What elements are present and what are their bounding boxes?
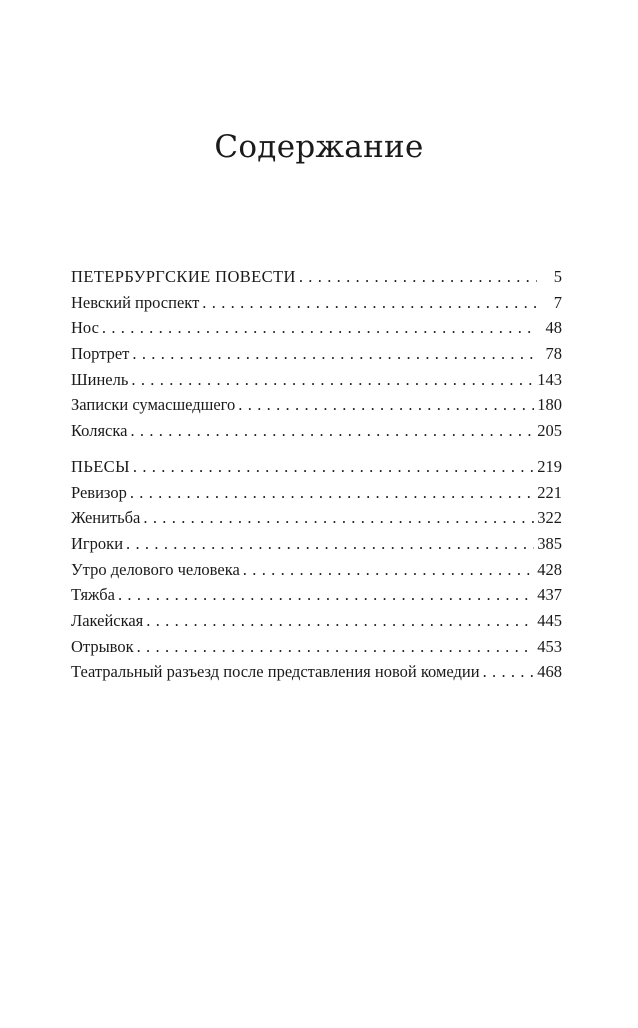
toc-page-number: 468 (537, 662, 562, 682)
toc-section (71, 454, 562, 685)
toc-section (71, 264, 562, 444)
toc-entry-title: Лакейская (71, 610, 144, 630)
toc-entry (71, 418, 562, 444)
toc-entry (71, 634, 562, 660)
table-of-contents (71, 264, 562, 685)
toc-page-number: 453 (537, 636, 562, 656)
toc-entry (71, 367, 562, 393)
toc-page-number: 219 (537, 456, 562, 476)
toc-section-heading (71, 454, 562, 480)
toc-page-number: 78 (545, 344, 562, 364)
toc-entry (71, 505, 562, 531)
toc-entry (71, 659, 562, 685)
toc-entry-title: Женитьба (71, 508, 141, 528)
toc-page-number: 445 (537, 610, 562, 630)
toc-page-number: 437 (537, 585, 562, 605)
toc-entry-title: Игроки (71, 533, 124, 553)
toc-entry-title: Невский проспект (71, 292, 200, 312)
toc-entry-title: Тяжба (71, 585, 115, 605)
dot-leader (143, 505, 534, 531)
page-title: Содержание (214, 128, 424, 165)
toc-page-number: 221 (537, 482, 562, 502)
toc-entry-title: Нос (71, 318, 99, 338)
toc-page-number: 5 (553, 267, 562, 286)
toc-entry (71, 531, 562, 557)
toc-page-number: 143 (537, 369, 562, 389)
toc-entry-title: ПЕТЕРБУРГСКИЕ ПОВЕСТИ (71, 267, 296, 286)
toc-page-number: 7 (553, 292, 562, 312)
dot-leader (137, 634, 535, 660)
toc-page-number: 48 (545, 318, 562, 338)
toc-entry (71, 557, 562, 583)
dot-leader (483, 659, 535, 685)
dot-leader (133, 454, 534, 480)
dot-leader (118, 582, 534, 608)
dot-leader (238, 392, 534, 418)
toc-page-number: 205 (537, 421, 562, 441)
toc-entry-title: Отрывок (71, 636, 134, 656)
toc-entry-title: ПЬЕСЫ (71, 456, 130, 476)
toc-entry-title: Шинель (71, 369, 129, 389)
toc-entry (71, 608, 562, 634)
toc-page-number: 322 (537, 508, 562, 528)
dot-leader (132, 341, 537, 367)
toc-page-number: 428 (537, 559, 562, 579)
toc-entry (71, 480, 562, 506)
toc-entry-title: Театральный разъезд после представления новой комедии (71, 662, 480, 682)
dot-leader (126, 531, 534, 557)
toc-entry (71, 315, 562, 341)
toc-entry (71, 290, 562, 316)
toc-entry-title: Утро делового человека (71, 559, 240, 579)
dot-leader (131, 367, 534, 393)
toc-entry (71, 582, 562, 608)
dot-leader (243, 557, 534, 583)
dot-leader (130, 480, 534, 506)
dot-leader (102, 315, 537, 341)
toc-entry-title: Портрет (71, 344, 130, 364)
toc-entry-title: Записки сумасшедшего (71, 395, 236, 415)
toc-entry-title: Ревизор (71, 482, 127, 502)
toc-section-heading (71, 264, 562, 290)
dot-leader (130, 418, 534, 444)
toc-page-number: 180 (537, 395, 562, 415)
toc-entry (71, 392, 562, 418)
toc-entry-title: Коляска (71, 421, 128, 441)
dot-leader (202, 290, 537, 316)
toc-page-number: 385 (537, 533, 562, 553)
toc-entry (71, 341, 562, 367)
dot-leader (146, 608, 534, 634)
dot-leader (299, 264, 537, 290)
